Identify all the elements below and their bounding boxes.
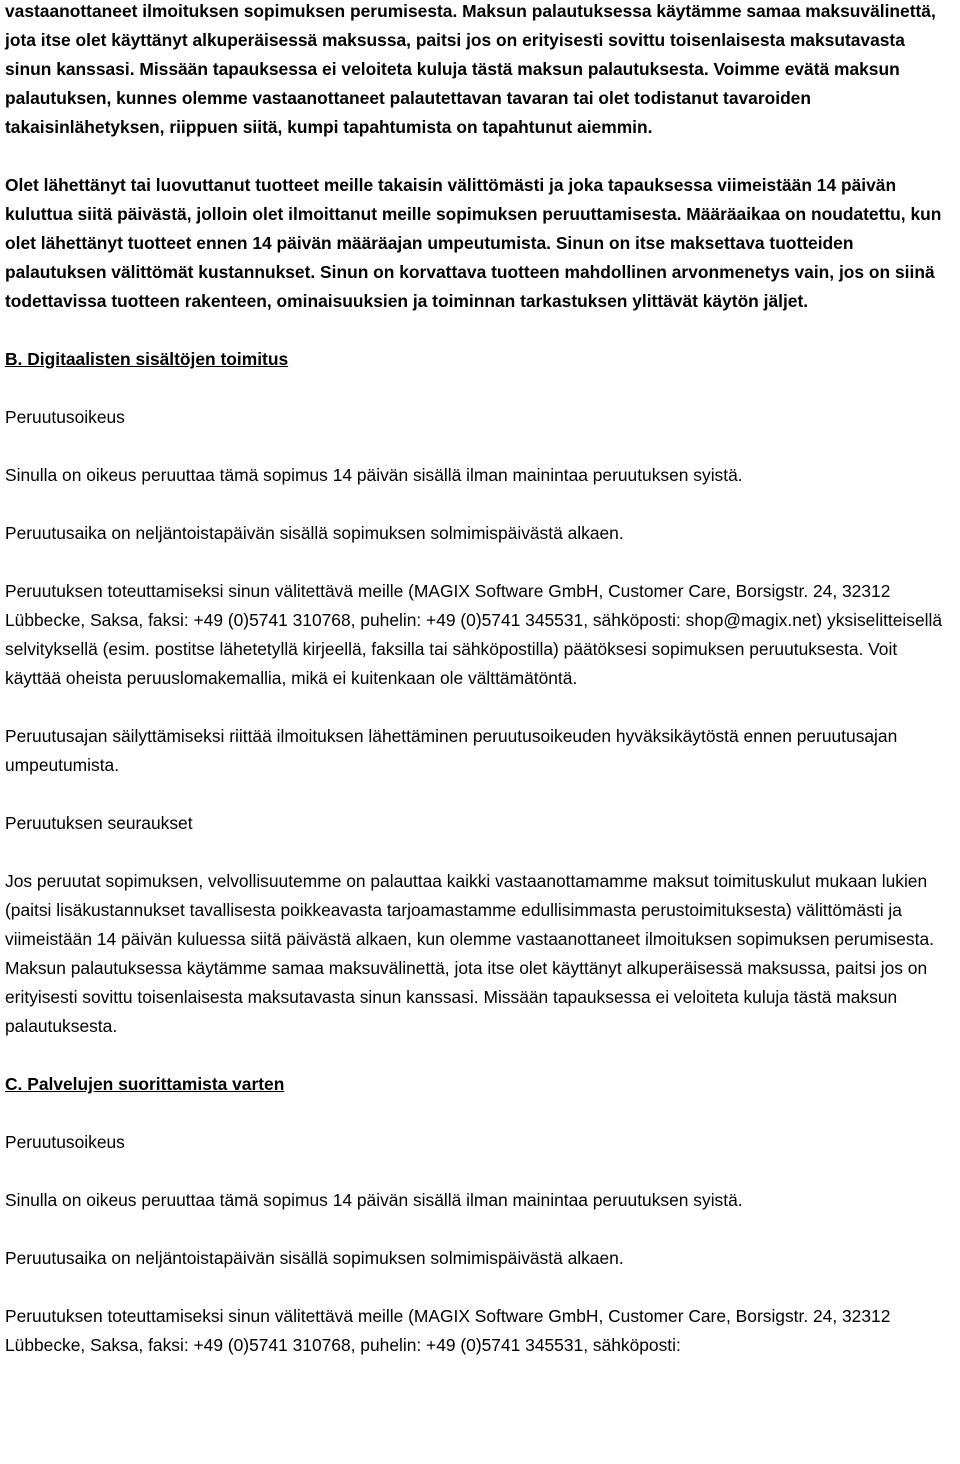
section-b-heading: B. Digitaalisten sisältöjen toimitus: [5, 349, 289, 369]
document-page: [5, 0, 955, 1360]
section-b-paragraph-payment-method: Maksun palautuksessa käytämme samaa maksuvälinettä, jota itse olet käyttänyt alkuperäisessä maksussa, paitsi jos on erityisesti sovittu toisenlaisesta maksutavasta sinun kanssasi. Missään tapauksessa ei veloiteta kuluja tästä maksun palautuksesta.: [5, 958, 928, 1036]
section-c-heading: C. Palvelujen suorittamista varten: [5, 1074, 285, 1094]
section-b-subheading-right: Peruutusoikeus: [5, 407, 125, 427]
section-c-paragraph-how-to: Peruutuksen toteuttamiseksi sinun välitettävä meille (MAGIX Software GmbH, Customer Care, Borsigstr. 24, 32312 Lübbecke, Saksa, faksi: +49 (0)5741 310768, puhelin: +49 (0)5741 345531, sähköposti:: [5, 1306, 891, 1355]
section-c-subheading-right: Peruutusoikeus: [5, 1132, 125, 1152]
intro-paragraph-refund: vastaanottaneet ilmoituksen sopimuksen perumisesta. Maksun palautuksessa käytämme samaa maksuvälinettä, jota itse olet käyttänyt alkuperäisessä maksussa, paitsi jos on erityisesti sovittu toisenlaisesta maksutavasta sinun kanssasi. Missään tapauksessa ei veloiteta kuluja tästä maksun palautuksesta. Voimme evätä maksun palautuksen, kunnes olemme vastaanottaneet palautettavan tavaran tai olet todistanut tavaroiden takaisinlähetyksen, riippuen siitä, kumpi tapahtumista on tapahtunut aiemmin.: [5, 1, 936, 137]
section-c-paragraph-period: Peruutusaika on neljäntoistapäivän sisällä sopimuksen solmimispäivästä alkaen.: [5, 1248, 624, 1268]
section-b-paragraph-refund: Jos peruutat sopimuksen, velvollisuutemme on palauttaa kaikki vastaanottamamme maksut toimituskulut mukaan lukien (paitsi lisäkustannukset tavallisesta poikkeavasta tarjoamastamme edullisimmasta perustoimituksesta) välittömästi ja viimeistään 14 päivän kuluessa siitä päivästä alkaen, kun olemme vastaanottaneet ilmoituksen sopimuksen perumisesta.: [5, 871, 934, 949]
section-b-paragraph-right: Sinulla on oikeus peruuttaa tämä sopimus 14 päivän sisällä ilman mainintaa peruutuksen syistä.: [5, 465, 743, 485]
section-b-subheading-consequences: Peruutuksen seuraukset: [5, 813, 193, 833]
section-c-paragraph-right: Sinulla on oikeus peruuttaa tämä sopimus 14 päivän sisällä ilman mainintaa peruutuksen syistä.: [5, 1190, 743, 1210]
intro-paragraph-return-goods: Olet lähettänyt tai luovuttanut tuotteet meille takaisin välittömästi ja joka tapauksessa viimeistään 14 päivän kuluttua siitä päivästä, jolloin olet ilmoittanut meille sopimuksen peruuttamisesta. Määräaikaa on noudatettu, kun olet lähettänyt tuotteet ennen 14 päivän määräajan umpeutumista. Sinun on itse maksettava tuotteiden palautuksen välittömät kustannukset. Sinun on korvattava tuotteen mahdollinen arvonmenetys vain, jos on siinä todettavissa tuotteen rakenteen, ominaisuuksien ja toiminnan tarkastuksen ylittävät käytön jäljet.: [5, 175, 942, 311]
section-b-paragraph-deadline: Peruutusajan säilyttämiseksi riittää ilmoituksen lähettäminen peruutusoikeuden hyväksikäytöstä ennen peruutusajan umpeutumista.: [5, 726, 898, 775]
section-b-paragraph-how-to: Peruutuksen toteuttamiseksi sinun välitettävä meille (MAGIX Software GmbH, Customer Care, Borsigstr. 24, 32312 Lübbecke, Saksa, faksi: +49 (0)5741 310768, puhelin: +49 (0)5741 345531, sähköposti: shop@magix.net) yksiselitteisellä selvityksellä (esim. postitse lähetetyllä kirjeellä, faksilla tai sähköpostilla) päätöksesi sopimuksen peruutuksesta. Voit käyttää oheista peruuslomakemallia, mikä ei kuitenkaan ole välttämätöntä.: [5, 581, 943, 688]
section-b-paragraph-period: Peruutusaika on neljäntoistapäivän sisällä sopimuksen solmimispäivästä alkaen.: [5, 523, 624, 543]
